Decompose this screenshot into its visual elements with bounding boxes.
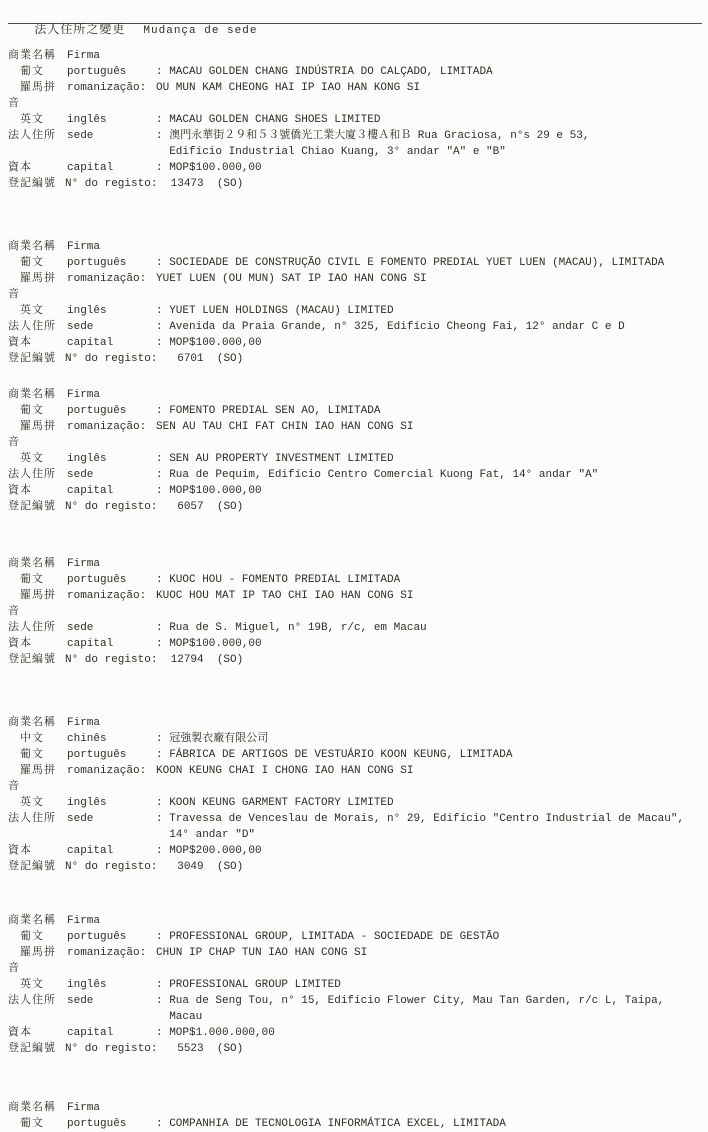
- field-label-zh: 葡文: [20, 931, 44, 943]
- field-label-latin: capital: [67, 485, 114, 497]
- field-label-latin: português: [67, 574, 127, 586]
- section-title-chinese: 法人住所之變更: [34, 23, 126, 37]
- field-label-zh: 羅馬拼音: [8, 947, 56, 975]
- record-row-field: [8, 731, 702, 747]
- record-row-field: [8, 160, 702, 176]
- registry-label-zh: 登記編號: [8, 654, 56, 666]
- registry-label-zh: 登記編號: [8, 178, 56, 190]
- field-label-latin: romanização:: [67, 765, 147, 777]
- field-label-zh: 資本: [8, 485, 32, 497]
- field-label-latin: inglês: [67, 797, 107, 809]
- record-row-registo: [8, 1041, 702, 1057]
- field-value: YUET LUEN (OU MUN) SAT IP IAO HAN CONG SI: [156, 273, 427, 285]
- field-label-zh: 英文: [20, 797, 44, 809]
- field-value: OU MUN KAM CHEONG HAI IP IAO HAN KONG SI: [156, 82, 421, 94]
- field-value: : 冠強製衣廠有限公司: [156, 733, 269, 745]
- record-row-registo: [8, 351, 702, 367]
- field-label-zh: 英文: [20, 453, 44, 465]
- field-value: : MACAU GOLDEN CHANG SHOES LIMITED: [156, 114, 381, 126]
- field-value-continuation: Macau: [156, 1011, 203, 1023]
- field-label-zh: 資本: [8, 162, 32, 174]
- field-label-zh: 葡文: [20, 1118, 44, 1130]
- field-label-latin: inglês: [67, 114, 107, 126]
- field-label-zh: 法人住所: [8, 130, 56, 142]
- field-label-zh: 法人住所: [8, 813, 56, 825]
- record-row-field: [8, 795, 702, 811]
- record-row-field: [8, 620, 702, 636]
- field-label-latin: português: [67, 1118, 127, 1130]
- firm-label-latin: Firma: [67, 558, 101, 570]
- record-row-field: [8, 1025, 702, 1041]
- section-header: [8, 6, 702, 37]
- record-row-field: [8, 811, 702, 827]
- field-label-latin: português: [67, 749, 127, 761]
- record-row-field: [8, 1116, 702, 1132]
- record-row-cont: [8, 827, 702, 843]
- registry-label-latin: N° do registo:: [65, 1043, 158, 1055]
- registry-number: 5523 (SO): [157, 1043, 244, 1055]
- field-label-zh: 法人住所: [8, 995, 56, 1007]
- registry-label-latin: N° do registo:: [65, 654, 158, 666]
- field-value: : SEN AU PROPERTY INVESTMENT LIMITED: [156, 453, 394, 465]
- company-entry: [8, 239, 702, 367]
- record-row-cont: [8, 1009, 702, 1025]
- field-value: KUOC HOU MAT IP TAO CHI IAO HAN CONG SI: [156, 590, 414, 602]
- record-row-field: [8, 335, 702, 351]
- record-row-cont: [8, 144, 702, 160]
- record-row-head: [8, 387, 702, 403]
- field-value: : FOMENTO PREDIAL SEN AO, LIMITADA: [156, 405, 381, 417]
- registry-number: 3049 (SO): [157, 861, 244, 873]
- registry-number: 12794 (SO): [157, 654, 244, 666]
- record-row-registo: [8, 859, 702, 875]
- record-row-head: [8, 715, 702, 731]
- field-value: : MOP$100.000,00: [156, 162, 262, 174]
- firm-label-zh: 商業名稱: [8, 717, 56, 729]
- record-row-field: [8, 419, 702, 451]
- record-row-field: [8, 319, 702, 335]
- registry-label-latin: N° do registo:: [65, 501, 158, 513]
- field-label-latin: capital: [67, 162, 114, 174]
- firm-label-zh: 商業名稱: [8, 389, 56, 401]
- record-row-field: [8, 255, 702, 271]
- field-label-zh: 葡文: [20, 66, 44, 78]
- field-value: : Rua de Seng Tou, n° 15, Edifício Flower City, Mau Tan Garden, r/c L, Taipa,: [156, 995, 665, 1007]
- field-value: : FÁBRICA DE ARTIGOS DE VESTUÁRIO KOON KEUNG, LIMITADA: [156, 749, 513, 761]
- section-title-portuguese: Mudança de sede: [143, 25, 258, 37]
- field-label-latin: romanização:: [67, 947, 147, 959]
- field-label-latin: português: [67, 257, 127, 269]
- record-row-field: [8, 636, 702, 652]
- field-value: CHUN IP CHAP TUN IAO HAN CONG SI: [156, 947, 368, 959]
- field-value: : PROFESSIONAL GROUP LIMITED: [156, 979, 341, 991]
- field-label-zh: 羅馬拼音: [8, 82, 56, 110]
- field-label-latin: romanização:: [67, 421, 147, 433]
- field-label-zh: 英文: [20, 305, 44, 317]
- registry-label-latin: N° do registo:: [65, 353, 158, 365]
- record-row-registo: [8, 499, 702, 515]
- registry-label-zh: 登記編號: [8, 501, 56, 513]
- field-label-latin: sede: [67, 813, 94, 825]
- field-value: : MOP$100.000,00: [156, 337, 262, 349]
- field-label-latin: romanização:: [67, 590, 147, 602]
- record-row-field: [8, 271, 702, 303]
- field-label-latin: sede: [67, 622, 94, 634]
- field-label-zh: 法人住所: [8, 469, 56, 481]
- firm-label-latin: Firma: [67, 717, 101, 729]
- field-label-latin: português: [67, 405, 127, 417]
- firm-label-latin: Firma: [67, 915, 101, 927]
- record-row-field: [8, 945, 702, 977]
- field-value: : SOCIEDADE DE CONSTRUÇÃO CIVIL E FOMENTO PREDIAL YUET LUEN (MACAU), LIMITADA: [156, 257, 665, 269]
- field-label-zh: 羅馬拼音: [8, 765, 56, 793]
- record-row-head: [8, 1100, 702, 1116]
- registry-label-zh: 登記編號: [8, 353, 56, 365]
- field-value: KOON KEUNG CHAI I CHONG IAO HAN CONG SI: [156, 765, 414, 777]
- record-row-head: [8, 48, 702, 64]
- registry-number: 6701 (SO): [157, 353, 244, 365]
- field-label-zh: 羅馬拼音: [8, 590, 56, 618]
- field-value: : MACAU GOLDEN CHANG INDÚSTRIA DO CALÇADO, LIMITADA: [156, 66, 493, 78]
- field-value: : PROFESSIONAL GROUP, LIMITADA - SOCIEDADE DE GESTÃO: [156, 931, 500, 943]
- field-label-latin: capital: [67, 1027, 114, 1039]
- record-row-head: [8, 239, 702, 255]
- field-label-zh: 法人住所: [8, 321, 56, 333]
- field-label-zh: 中文: [20, 733, 44, 745]
- registry-number: 13473 (SO): [157, 178, 244, 190]
- field-label-latin: sede: [67, 321, 94, 333]
- record-row-field: [8, 763, 702, 795]
- registry-label-latin: N° do registo:: [65, 178, 158, 190]
- field-label-zh: 資本: [8, 845, 32, 857]
- field-value: : MOP$200.000,00: [156, 845, 262, 857]
- record-row-field: [8, 403, 702, 419]
- field-label-zh: 葡文: [20, 257, 44, 269]
- firm-label-zh: 商業名稱: [8, 1102, 56, 1114]
- field-label-latin: sede: [67, 130, 94, 142]
- field-label-latin: chinês: [67, 733, 107, 745]
- record-row-field: [8, 451, 702, 467]
- field-value: : COMPANHIA DE TECNOLOGIA INFORMÁTICA EXCEL, LIMITADA: [156, 1118, 506, 1130]
- field-value: : Avenida da Praia Grande, n° 325, Edifício Cheong Fai, 12° andar C e D: [156, 321, 625, 333]
- record-row-registo: [8, 652, 702, 668]
- firm-label-zh: 商業名稱: [8, 241, 56, 253]
- record-row-field: [8, 747, 702, 763]
- field-value: : YUET LUEN HOLDINGS (MACAU) LIMITED: [156, 305, 394, 317]
- field-label-latin: capital: [67, 845, 114, 857]
- field-label-zh: 英文: [20, 114, 44, 126]
- record-row-head: [8, 556, 702, 572]
- company-entry: [8, 556, 702, 668]
- registry-number: 6057 (SO): [157, 501, 244, 513]
- field-label-latin: capital: [67, 638, 114, 650]
- field-value: : MOP$100.000,00: [156, 485, 262, 497]
- record-row-field: [8, 128, 702, 144]
- firm-label-latin: Firma: [67, 389, 101, 401]
- field-value: : Travessa de Venceslau de Morais, n° 29, Edifício "Centro Industrial de Macau",: [156, 813, 685, 825]
- record-row-head: [8, 913, 702, 929]
- field-label-latin: sede: [67, 995, 94, 1007]
- field-label-latin: inglês: [67, 305, 107, 317]
- registry-label-zh: 登記編號: [8, 1043, 56, 1055]
- field-label-zh: 資本: [8, 337, 32, 349]
- record-row-field: [8, 80, 702, 112]
- company-entry: [8, 387, 702, 515]
- field-value: SEN AU TAU CHI FAT CHIN IAO HAN CONG SI: [156, 421, 414, 433]
- record-row-field: [8, 112, 702, 128]
- firm-label-latin: Firma: [67, 241, 101, 253]
- field-value: : Rua de Pequim, Edifício Centro Comercial Kuong Fat, 14° andar "A": [156, 469, 599, 481]
- field-value: : KOON KEUNG GARMENT FACTORY LIMITED: [156, 797, 394, 809]
- record-row-field: [8, 64, 702, 80]
- firm-label-latin: Firma: [67, 50, 101, 62]
- field-label-zh: 葡文: [20, 574, 44, 586]
- field-label-zh: 葡文: [20, 405, 44, 417]
- field-label-zh: 羅馬拼音: [8, 421, 56, 449]
- field-label-latin: sede: [67, 469, 94, 481]
- firm-label-latin: Firma: [67, 1102, 101, 1114]
- field-label-latin: romanização:: [67, 273, 147, 285]
- firm-label-zh: 商業名稱: [8, 915, 56, 927]
- record-row-registo: [8, 176, 702, 192]
- entries: [8, 48, 702, 1132]
- company-entry: [8, 913, 702, 1057]
- field-value: : Rua de S. Miguel, n° 19B, r/c, em Macau: [156, 622, 427, 634]
- registry-label-zh: 登記編號: [8, 861, 56, 873]
- field-label-latin: português: [67, 66, 127, 78]
- record-row-field: [8, 572, 702, 588]
- record-row-field: [8, 977, 702, 993]
- field-value: : MOP$100.000,00: [156, 638, 262, 650]
- field-label-latin: capital: [67, 337, 114, 349]
- field-label-zh: 資本: [8, 1027, 32, 1039]
- field-label-zh: 葡文: [20, 749, 44, 761]
- field-label-zh: 法人住所: [8, 622, 56, 634]
- record-row-field: [8, 483, 702, 499]
- company-entry: [8, 48, 702, 192]
- field-label-latin: português: [67, 931, 127, 943]
- registry-label-latin: N° do registo:: [65, 861, 158, 873]
- company-entry: [8, 1100, 702, 1132]
- record-row-field: [8, 303, 702, 319]
- company-entry: [8, 715, 702, 875]
- field-label-zh: 英文: [20, 979, 44, 991]
- field-value: : MOP$1.000.000,00: [156, 1027, 275, 1039]
- field-label-latin: inglês: [67, 979, 107, 991]
- firm-label-zh: 商業名稱: [8, 558, 56, 570]
- field-value: : 澳門永華街２９和５３號僑光工業大廈３樓Ａ和Ｂ Rua Graciosa, n°s 29 e 53,: [156, 130, 590, 142]
- field-value-continuation: Edifício Industrial Chiao Kuang, 3° andar "A" e "B": [156, 146, 506, 158]
- field-value: : KUOC HOU - FOMENTO PREDIAL LIMITADA: [156, 574, 401, 586]
- record-row-field: [8, 929, 702, 945]
- record-row-field: [8, 467, 702, 483]
- field-label-latin: inglês: [67, 453, 107, 465]
- field-value-continuation: 14° andar "D": [156, 829, 256, 841]
- record-row-field: [8, 993, 702, 1009]
- record-row-field: [8, 843, 702, 859]
- field-label-latin: romanização:: [67, 82, 147, 94]
- field-label-zh: 資本: [8, 638, 32, 650]
- field-label-zh: 羅馬拼音: [8, 273, 56, 301]
- record-row-field: [8, 588, 702, 620]
- firm-label-zh: 商業名稱: [8, 50, 56, 62]
